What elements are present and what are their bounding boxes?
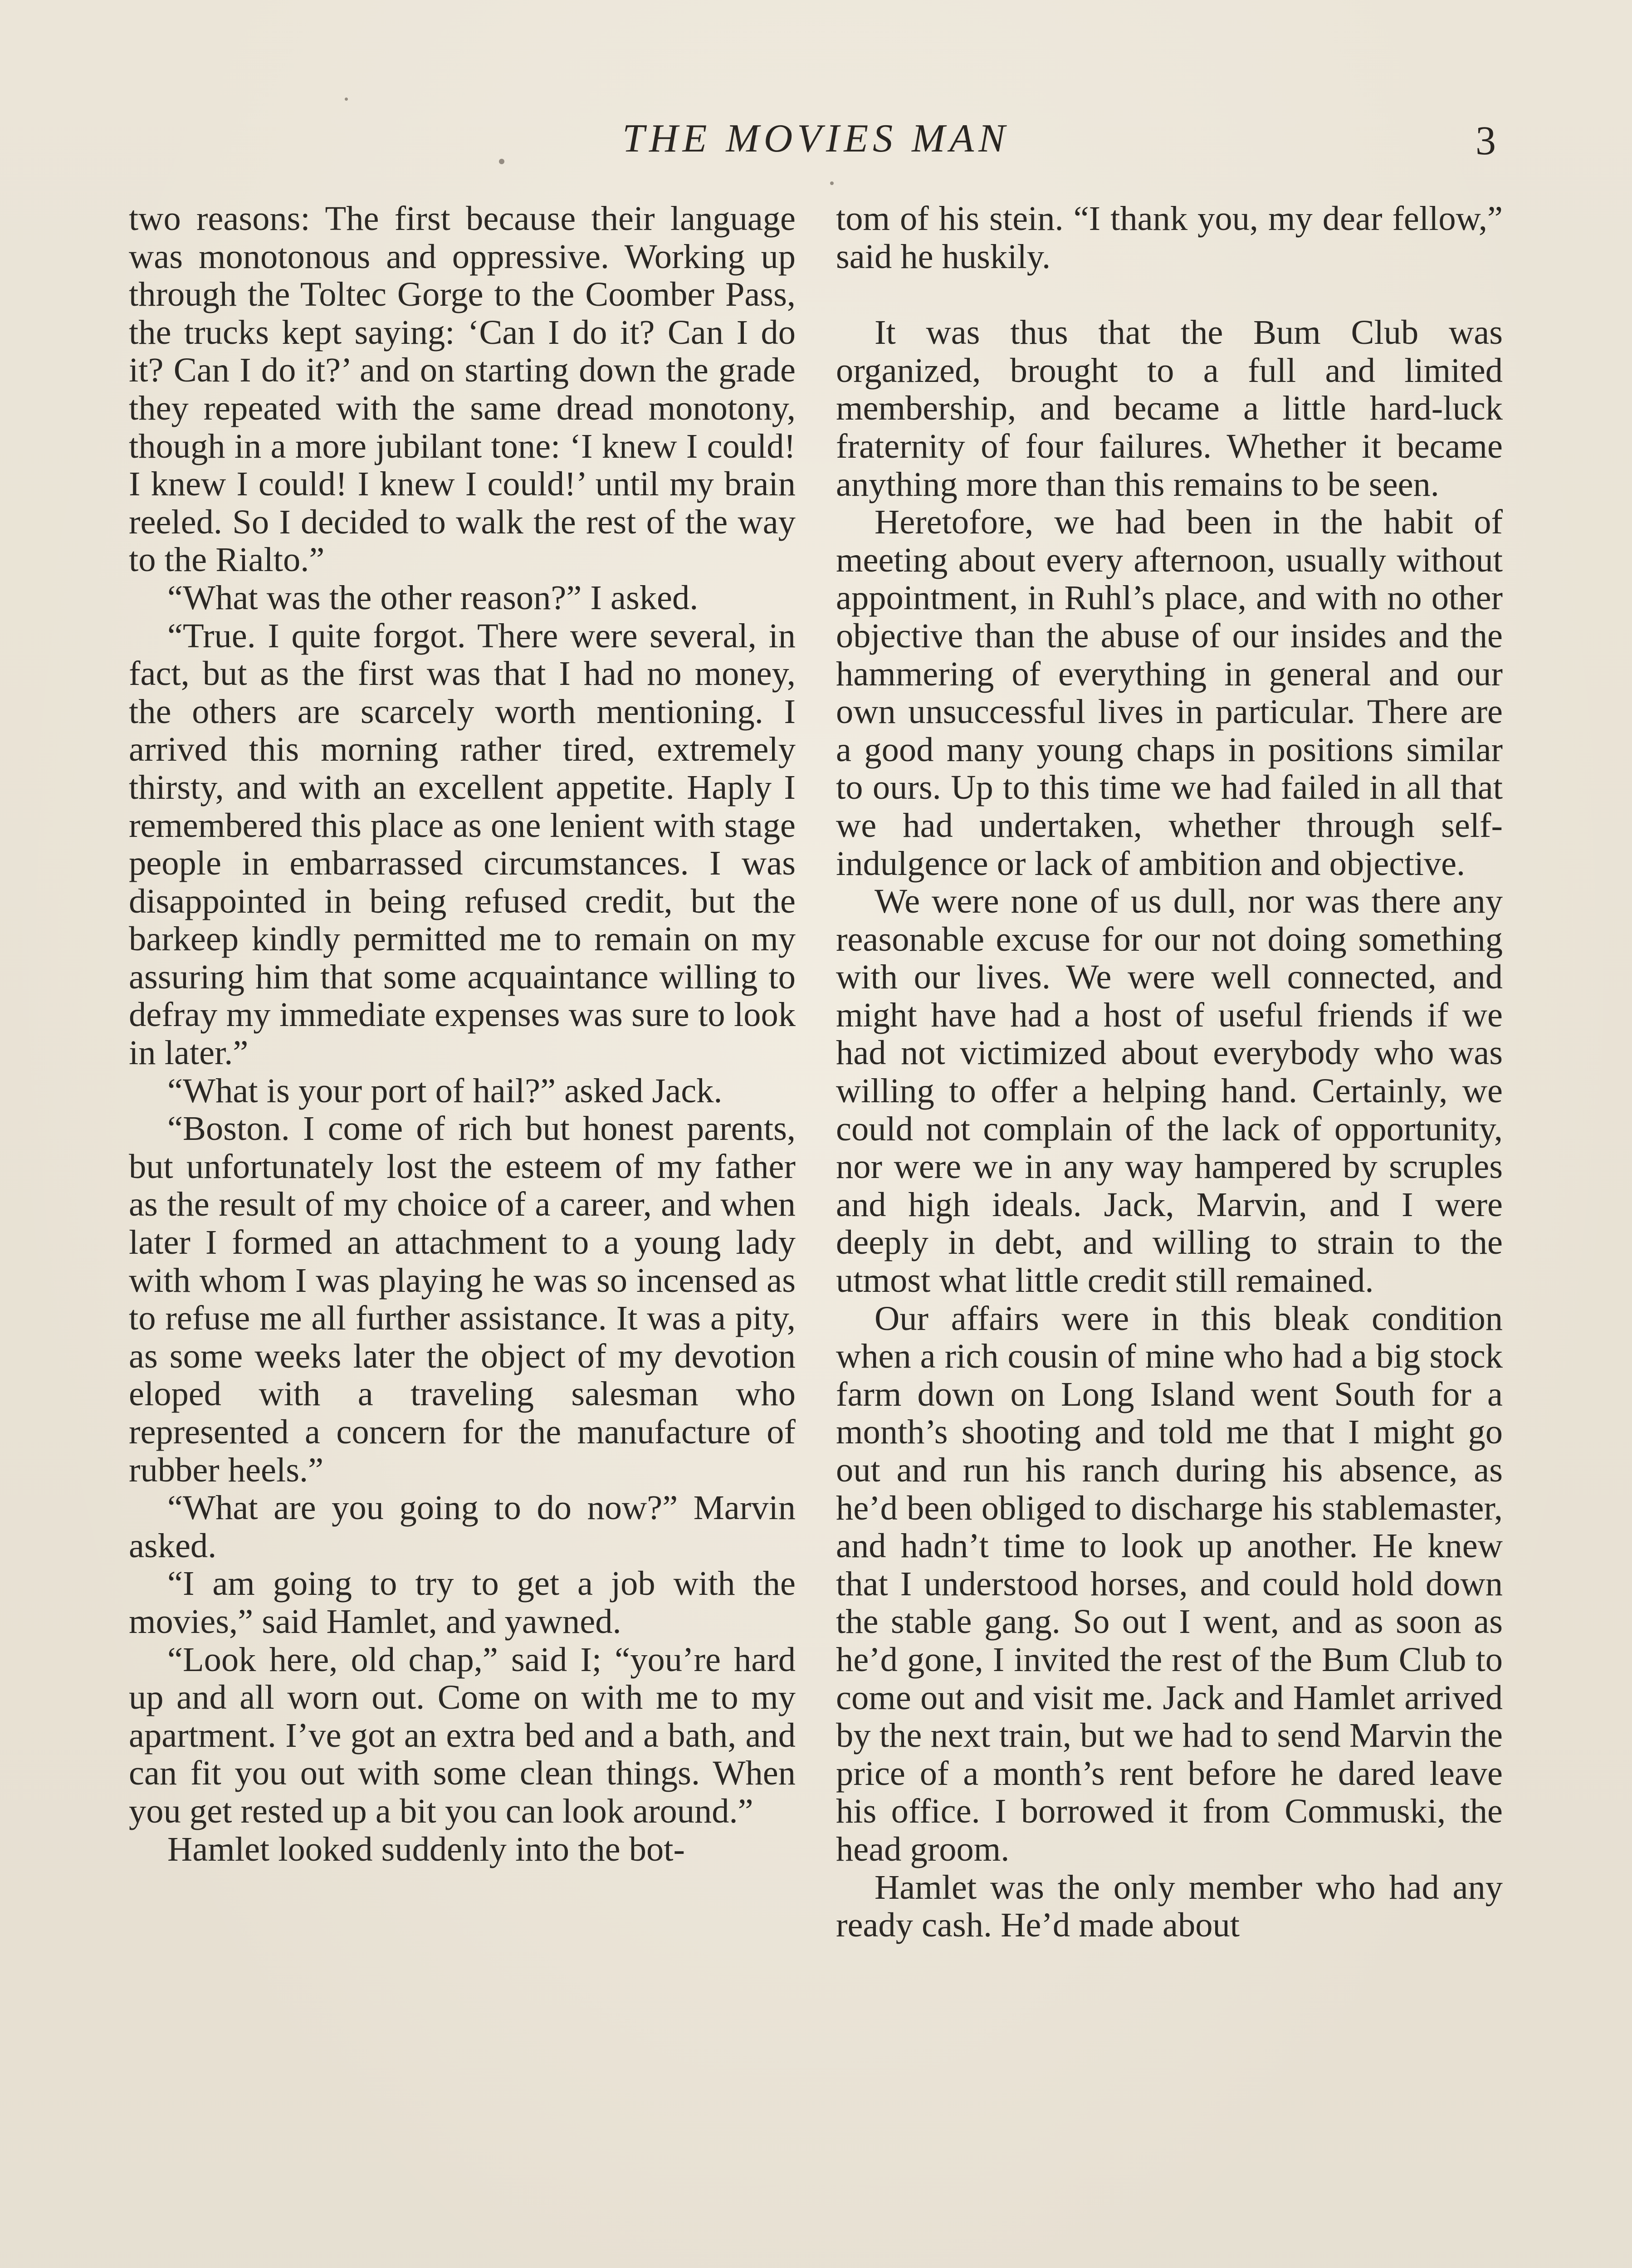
paragraph: “True. I quite forgot. There were several, in fact, but as the first was that I had no money, the others are scarcely worth mentioning. I arrived this morning rather tired, extremely thirsty, and with an excellent appetite. Haply I remembered this place as one lenient with stage people in embarrassed circumstances. I was disappointed in being refused credit, but the barkeep kindly permitted me to remain on my assuring him that some acquaintance willing to defray my immediate expenses was sure to look in later.”: [129, 616, 796, 1072]
ink-speck: [499, 159, 504, 164]
running-title: THE MOVIES MAN: [622, 117, 1010, 161]
ink-speck: [830, 181, 834, 185]
paragraph: “Boston. I come of rich but honest parents, but unfortunately lost the esteem of my father as the result of my choice of a career, and when later I formed an attachment to a young lady with whom I was playing he was so incensed as to refuse me all further assistance. It was a pity, as some weeks later the object of my devotion eloped with a traveling salesman who represented a concern for the manufacture of rubber heels.”: [129, 1109, 796, 1489]
text-column-left: [129, 200, 796, 2268]
paragraph: Our affairs were in this bleak condition when a rich cousin of mine who had a big stock farm down on Long Island went South for a month’s shooting and told me that I might go out and run his ranch during his absence, as he’d been obliged to discharge his stablemaster, and hadn’t time to look up another. He knew that I understood horses, and could hold down the stable gang. So out I went, and as soon as he’d gone, I invited the rest of the Bum Club to come out and visit me. Jack and Hamlet arrived by the next train, but we had to send Marvin the price of a month’s rent before he dared leave his office. I borrowed it from Commuski, the head groom.: [836, 1299, 1503, 1868]
page-number: 3: [1476, 118, 1496, 163]
paragraph: “Look here, old chap,” said I; “you’re hard up and all worn out. Come on with me to my apartment. I’ve got an extra bed and a bath, and can fit you out with some clean things. When you get rested up a bit you can look around.”: [129, 1640, 796, 1830]
paragraph: “What are you going to do now?” Marvin asked.: [129, 1488, 796, 1565]
paragraph: Hamlet looked suddenly into the bot-: [167, 1829, 685, 1868]
ink-speck: [345, 98, 348, 101]
paragraph: tom of his stein. “I thank you, my dear fellow,” said he huskily.: [836, 200, 1503, 276]
paragraph: It was thus that the Bum Club was organized, brought to a full and limited membership, and became a little hard-luck fraternity of four failures. Whether it became anything more than this remains to be seen.: [836, 313, 1503, 503]
paragraph: “I am going to try to get a job with the movies,” said Hamlet, and yawned.: [129, 1564, 796, 1641]
paragraph: Hamlet was the only member who had any ready cash. He’d made about: [836, 1867, 1503, 1945]
text-column-right: [836, 200, 1503, 2268]
paragraph: We were none of us dull, nor was there any reasonable excuse for our not doing something with our lives. We were well connected, and might have had a host of useful friends if we had not victimized about everybody who was willing to offer a helping hand. Certainly, we could not complain of the lack of opportunity, nor were we in any way hampered by scruples and high ideals. Jack, Marvin, and I were deeply in debt, and willing to strain to the utmost what little credit still remained.: [836, 882, 1503, 1300]
page-header: [0, 116, 1632, 170]
paragraph: “What is your port of hail?” asked Jack.: [167, 1071, 723, 1110]
paragraph: “What was the other reason?” I asked.: [167, 578, 699, 617]
paragraph: Heretofore, we had been in the habit of meeting about every afternoon, usually without appointment, in Ruhl’s place, and with no other objective than the abuse of our insides and the hammering of everything in general and our own unsuccessful lives in particular. There are a good many young chaps in positions similar to ours. Up to this time we had failed in all that we had undertaken, whether through self-indulgence or lack of ambition and objective.: [836, 503, 1503, 883]
paragraph: two reasons: The first because their language was monotonous and oppressive. Working up through the Toltec Gorge to the Coomber Pass, the trucks kept saying: ‘Can I do it? Can I do it? Can I do it?’ and on starting down the grade they repeated with the same dread monotony, though in a more jubilant tone: ‘I knew I could! I knew I could! I knew I could!’ until my brain reeled. So I decided to walk the rest of the way to the Rialto.”: [129, 200, 796, 579]
